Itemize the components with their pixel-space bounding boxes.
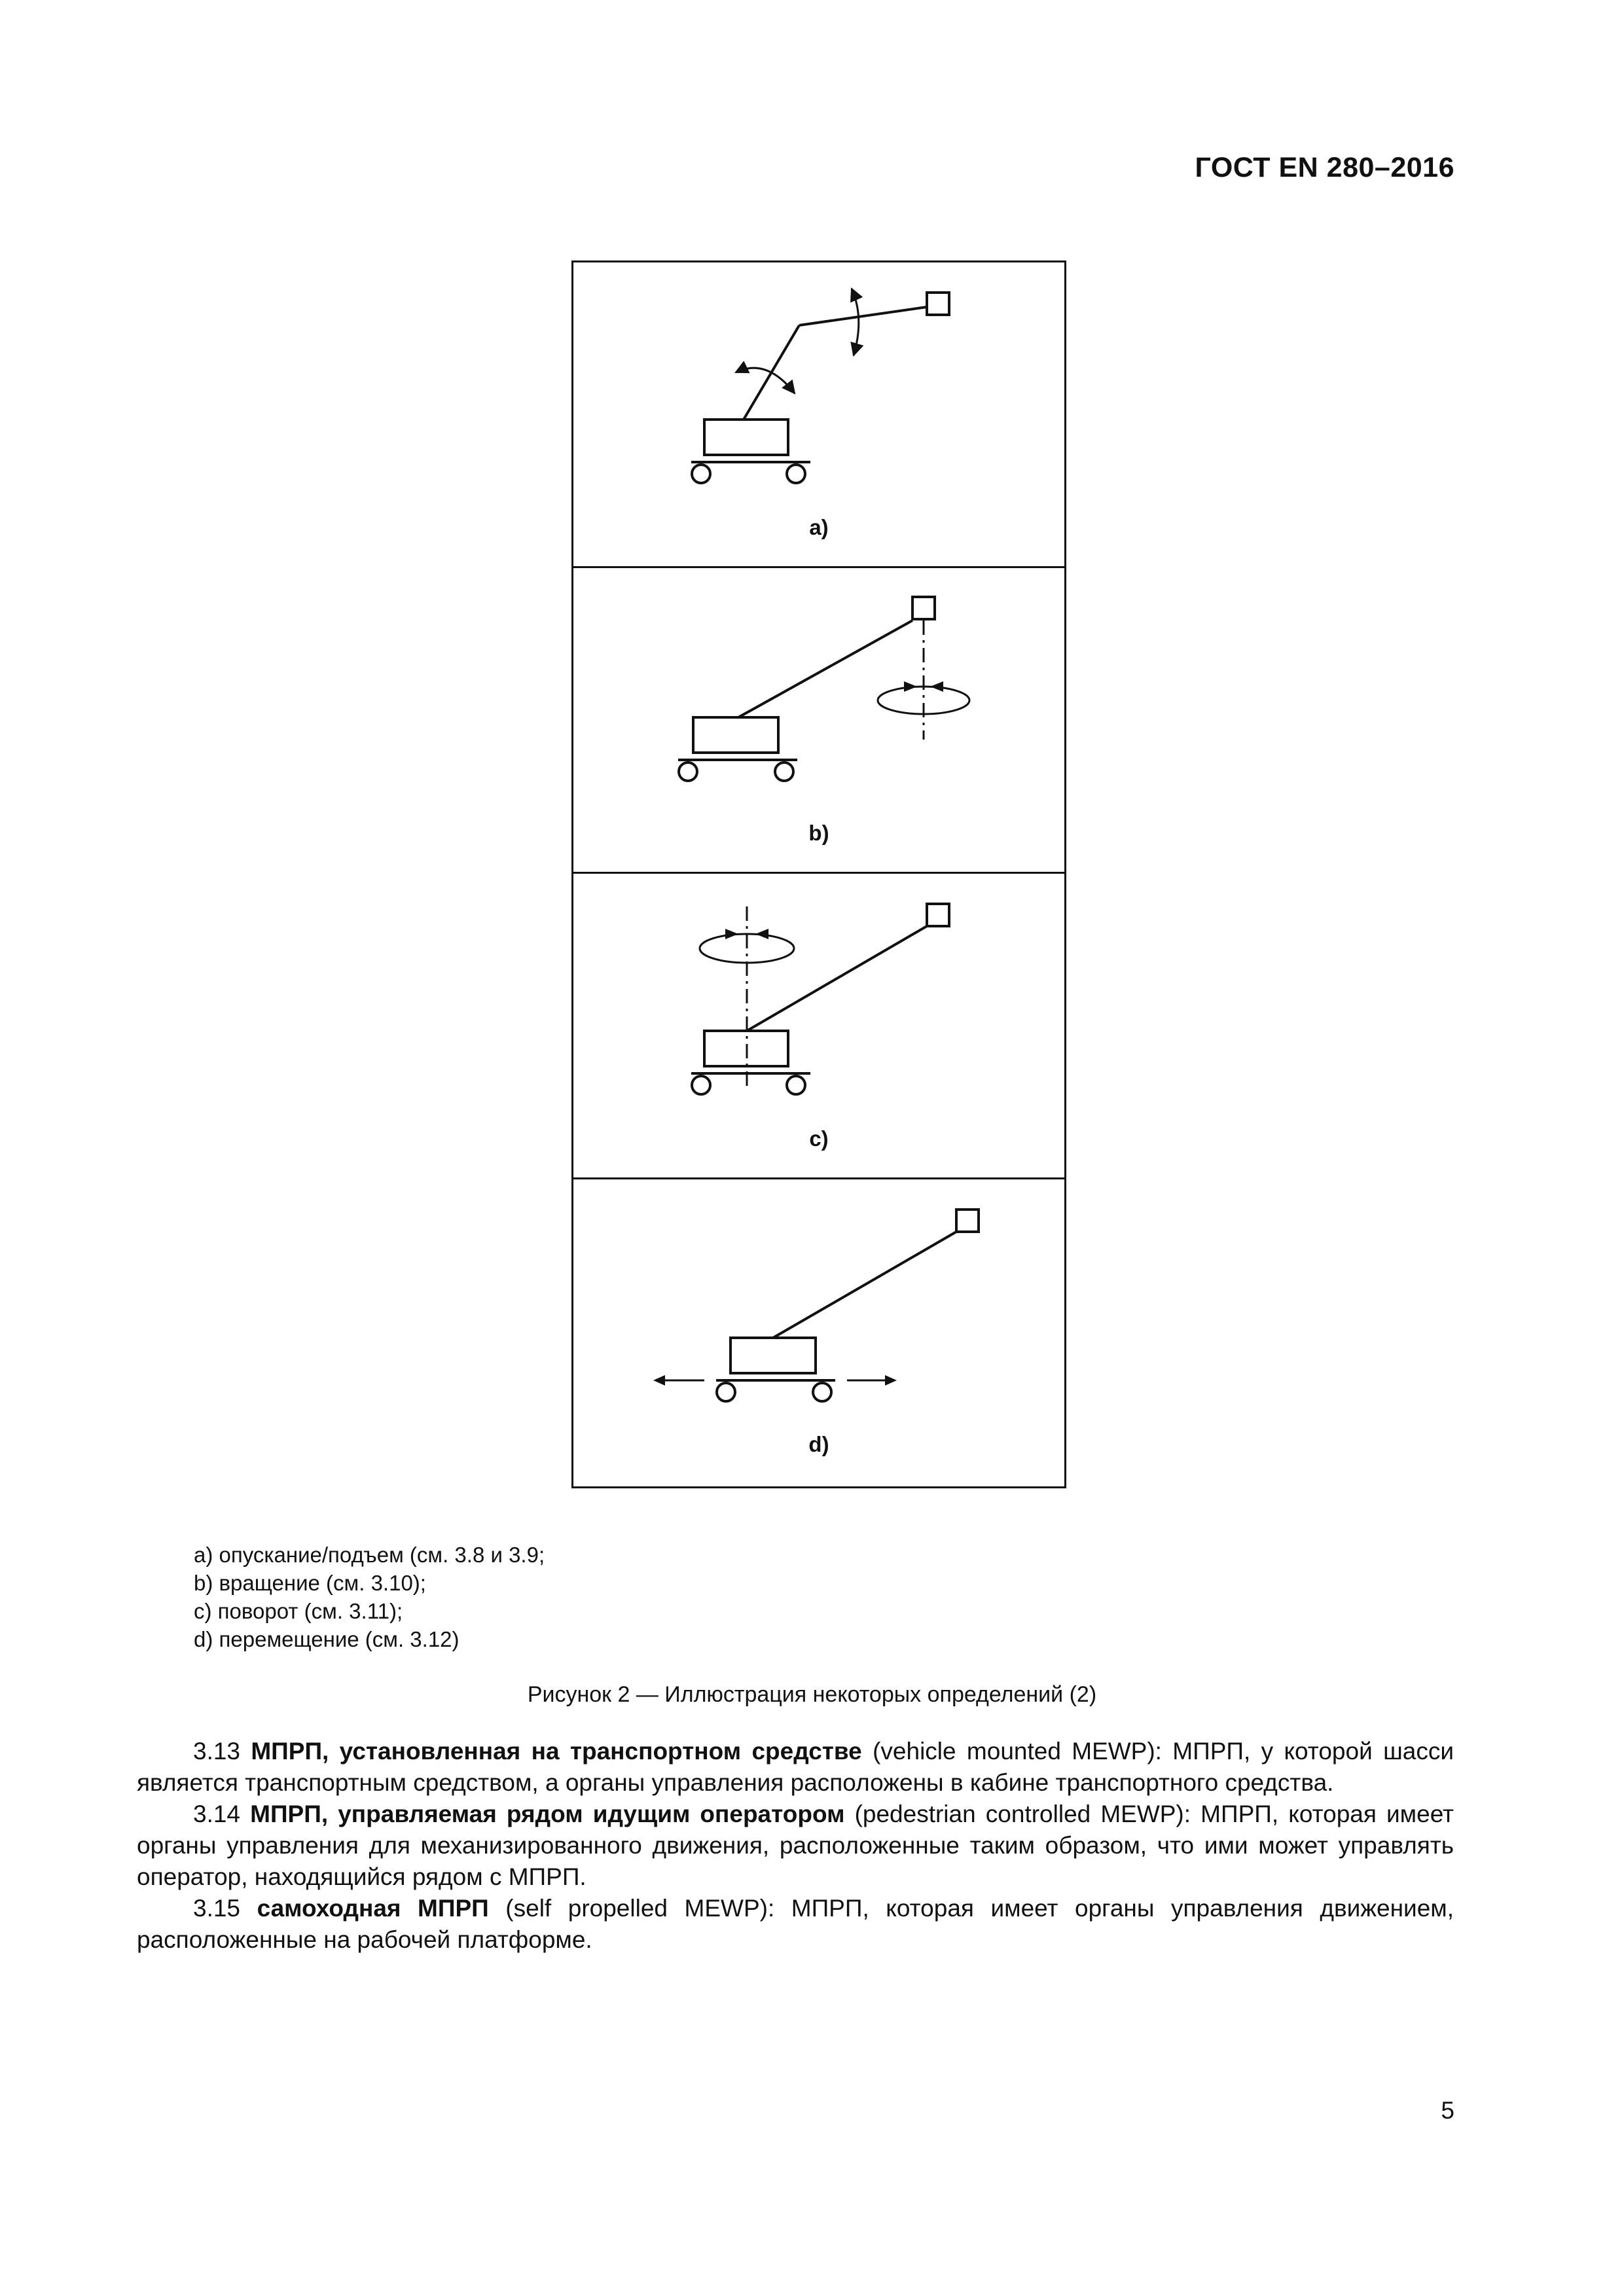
- wheel-right: [787, 465, 805, 483]
- boom: [773, 1232, 956, 1338]
- wheel-left: [717, 1383, 735, 1401]
- rotation-arrowhead-right: [930, 681, 943, 692]
- definition-3-13: [137, 1736, 1454, 1799]
- panel-d: [573, 1179, 1064, 1485]
- travel-arrowhead-right: [885, 1375, 897, 1386]
- panel-a-label: a): [809, 515, 829, 539]
- rotation-arrowhead-left: [904, 681, 917, 692]
- definition-term: самоходная МПРП: [257, 1895, 489, 1922]
- page-number: 5: [1441, 2097, 1454, 2124]
- legend-item: a) опускание/подъем (см. 3.8 и 3.9;: [194, 1543, 545, 1567]
- wheel-left: [679, 762, 697, 781]
- boom: [747, 926, 927, 1031]
- chassis-body: [704, 420, 788, 455]
- definition-3-14: [137, 1799, 1454, 1893]
- legend-item: d) перемещение (см. 3.12): [194, 1627, 460, 1651]
- platform: [927, 904, 949, 926]
- panel-c-label: c): [809, 1126, 829, 1151]
- definition-number: 3.13: [193, 1738, 241, 1765]
- definition-text: (vehicle mounted MEWP): МПРП, у которой шасси является транспортным средством, а органы управления расположены в кабине транспортного средства.: [137, 1738, 1454, 1796]
- boom: [738, 620, 912, 717]
- document-header: ГОСТ EN 280–2016: [1195, 152, 1454, 183]
- platform: [912, 597, 935, 619]
- figure-2: [571, 260, 1066, 1488]
- chassis-body: [693, 717, 778, 753]
- panel-a: [573, 262, 1064, 568]
- definition-term: МПРП, управляемая рядом идущим оператором: [250, 1801, 845, 1827]
- wheel-left: [692, 465, 710, 483]
- legend-item: c) поворот (см. 3.11);: [194, 1599, 403, 1623]
- platform: [956, 1210, 979, 1232]
- chassis-body: [731, 1338, 816, 1373]
- definitions-section: [137, 1736, 1454, 1956]
- legend-item: b) вращение (см. 3.10);: [194, 1571, 426, 1595]
- boom-upper: [799, 307, 927, 325]
- panel-b-label: b): [808, 821, 829, 845]
- wheel-right: [813, 1383, 831, 1401]
- panel-d-label: d): [808, 1432, 829, 1456]
- wheel-right: [787, 1076, 805, 1094]
- panel-b: [573, 568, 1064, 874]
- definition-number: 3.14: [193, 1801, 241, 1827]
- definition-number: 3.15: [193, 1895, 241, 1922]
- travel-arrowhead-left: [653, 1375, 665, 1386]
- wheel-left: [692, 1076, 710, 1094]
- lift-arrow-upper: [852, 289, 859, 355]
- panel-c: [573, 874, 1064, 1179]
- figure-caption: Рисунок 2 — Иллюстрация некоторых определений (2): [527, 1682, 1097, 1707]
- definition-text: (pedestrian controlled MEWP): МПРП, которая имеет органы управления для механизированного движения, расположенные таким образом, что ими может управлять оператор, находящийся рядом с МПРП.: [137, 1801, 1454, 1890]
- slew-arrowhead-left: [725, 929, 738, 939]
- platform: [927, 293, 949, 315]
- slew-arrowhead-right: [755, 929, 768, 939]
- definition-text: (self propelled MEWP): МПРП, которая имеет органы управления движением, расположенные на рабочей платформе.: [137, 1895, 1454, 1953]
- figure-legend: [194, 1541, 545, 1653]
- definition-term: МПРП, установленная на транспортном средстве: [251, 1738, 862, 1765]
- wheel-right: [775, 762, 793, 781]
- definition-3-15: [137, 1893, 1454, 1956]
